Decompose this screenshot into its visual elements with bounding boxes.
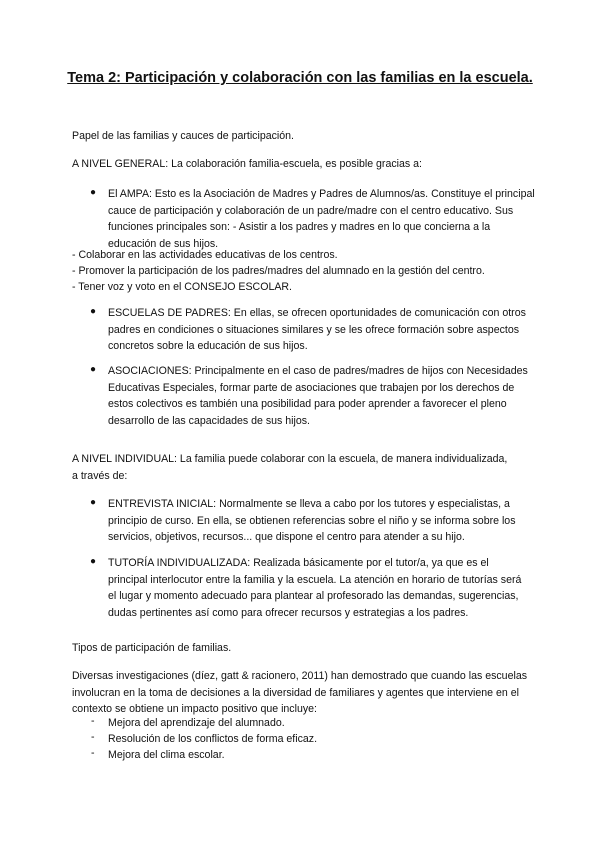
impact-item: Mejora del aprendizaje del alumnado. bbox=[108, 717, 285, 729]
dash-marker: - bbox=[91, 715, 95, 727]
section-subtitle-types: Tipos de participación de familias. bbox=[72, 642, 232, 654]
individual-heading: A NIVEL INDIVIDUAL: La familia puede colaborar con la escuela, de manera individualizada, a través de: bbox=[72, 453, 508, 482]
bullet-icon: ● bbox=[90, 306, 97, 317]
page-title: Tema 2: Participación y colaboración con las familias en la escuela. bbox=[67, 70, 533, 86]
bullet-ampa: El AMPA: Esto es la Asociación de Madres y Padres de Alumnos/as. Constituye el principal cauce de participación y colaboración de un padre/madre con el centro educativo. Sus funciones principales son: - Asistir a los padres y madres en lo que concierna a la educación de sus hijos. bbox=[108, 188, 535, 250]
impact-item: Mejora del clima escolar. bbox=[108, 749, 225, 761]
ampa-function-1: - Colaborar en las actividades educativas de los centros. bbox=[72, 249, 338, 261]
ampa-function-2: - Promover la participación de los padres/madres del alumnado en la gestión del centro. bbox=[72, 265, 485, 277]
section-subtitle-roles: Papel de las familias y cauces de participación. bbox=[72, 130, 294, 142]
bullet-escuelas-de-padres: ESCUELAS DE PADRES: En ellas, se ofrecen oportunidades de comunicación con otros padres en condiciones o situaciones similares y se les ofrece formación sobre aspectos concretos sobre la educación de sus hijos. bbox=[108, 307, 526, 352]
bullet-icon: ● bbox=[90, 497, 97, 508]
bullet-asociaciones: ASOCIACIONES: Principalmente en el caso de padres/madres de hijos con Necesidades Educativas Especiales, formar parte de asociaciones que trabajen por los derechos de estos colectivos es también una posibilidad para poder aprender a favorecer el pleno desarrollo de las capacidades de sus hijos. bbox=[108, 365, 528, 427]
bullet-tutoria-individualizada: TUTORÍA INDIVIDUALIZADA: Realizada básicamente por el tutor/a, ya que es el principal interlocutor entre la familia y la escuela. La atención en horario de tutorías será el lugar y momento adecuado para plantear al profesorado las demandas, sugerencias, dudas pertinentes así como para ofrecer recursos y estrategias a los padres. bbox=[108, 557, 522, 619]
dash-marker: - bbox=[91, 747, 95, 759]
impact-item: Resolución de los conflictos de forma eficaz. bbox=[108, 733, 318, 745]
ampa-function-3: - Tener voz y voto en el CONSEJO ESCOLAR. bbox=[72, 281, 293, 293]
bullet-entrevista-inicial: ENTREVISTA INICIAL: Normalmente se lleva a cabo por los tutores y especialistas, a principio de curso. En ella, se obtienen referencias sobre el niño y se informa sobre los servicios, objetivos, recursos... que dispone el centro para atender a su hijo. bbox=[108, 498, 516, 543]
dash-marker: - bbox=[91, 731, 95, 743]
research-paragraph: Diversas investigaciones (díez, gatt & racionero, 2011) han demostrado que cuando las escuelas involucran en la toma de decisiones a la diversidad de familiares y agentes que interviene en el contexto se obtiene un impacto positivo que incluye: bbox=[72, 670, 528, 715]
bullet-icon: ● bbox=[90, 187, 97, 198]
bullet-icon: ● bbox=[90, 364, 97, 375]
general-heading: A NIVEL GENERAL: La colaboración familia-escuela, es posible gracias a: bbox=[72, 158, 422, 170]
bullet-icon: ● bbox=[90, 556, 97, 567]
